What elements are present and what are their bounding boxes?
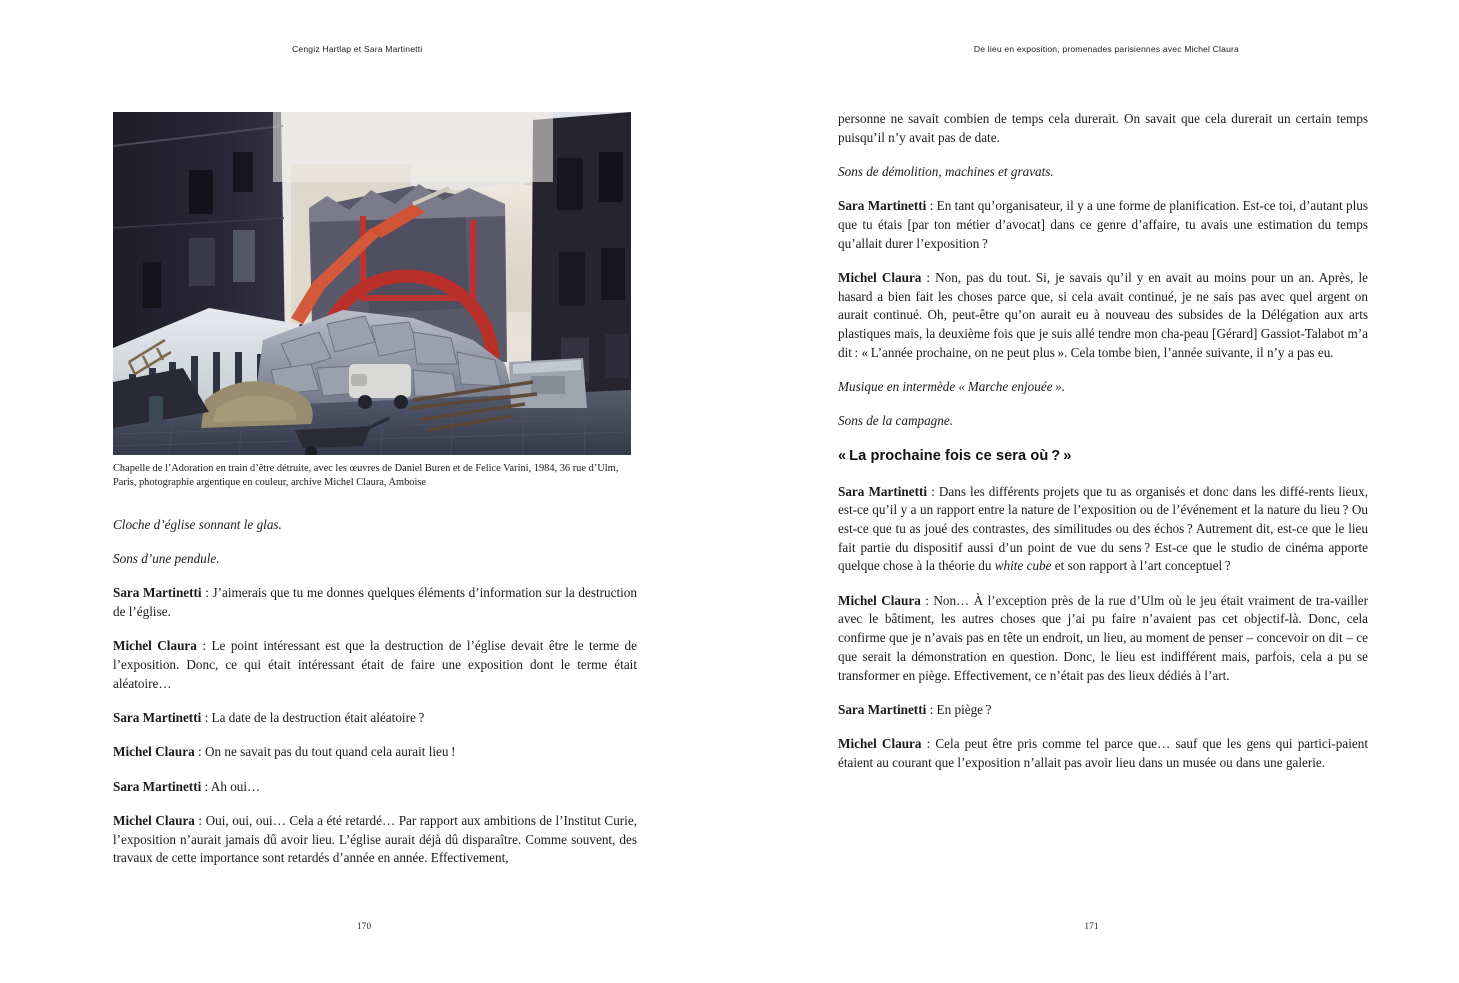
dialogue-paragraph [113, 812, 637, 868]
section-heading: « La prochaine fois ce sera où ? » [838, 447, 1072, 464]
emphasized-term: white cube [994, 558, 1052, 574]
dialogue-text: : Non… À l’exception près de la rue d’Ulm où le jeu était vraiment de tra-vailler avec le bâtiment, les autres choses que j’ai pu faire n’avaient pas cet objectif-là. Donc, cela confirme que je n’avais pas en tête un endroit, un lieu, au moment de penser – concevoir on dit – ce que serait la démonstration en question. Donc, le lieu est indifférent mais, parfois, cela a pu se transformer en piège. Effectivement, ce n’était pas des lieux dédiés à l’art. [838, 592, 1368, 683]
dialogue-text: : Oui, oui, oui… Cela a été retardé… Par rapport aux ambitions de l’Institut Curie, l’exposition n’aurait jamais dû avoir lieu. L’église aurait déjà dû disparaître. Comme souvent, des travaux de cette importance sont retardés d’année en année. Effectivement, [113, 812, 637, 866]
dialogue-paragraph [113, 778, 637, 797]
dialogue-paragraph [838, 269, 1368, 363]
dialogue-paragraph [113, 584, 637, 621]
dialogue-paragraph [838, 197, 1368, 253]
dialogue-text: : J’aimerais que tu me donnes quelques éléments d’information sur la destruction de l’église. [113, 585, 637, 620]
speaker-name: Michel Claura [838, 592, 921, 608]
figure-caption-block [113, 462, 637, 491]
demolition-photograph [113, 112, 631, 455]
page-number-right: 171 [1084, 921, 1099, 931]
dialogue-paragraph [838, 701, 1368, 720]
dialogue-text-after-emphasis: et son rapport à l’art conceptuel ? [1051, 558, 1231, 574]
dialogue-text: : En piège ? [926, 701, 992, 717]
continuation-paragraph: personne ne savait combien de temps cela durerait. On savait que cela durerait un certain temps puisqu’il n’y avait pas de date. [838, 111, 1368, 145]
running-head-right: De lieu en exposition, promenades parisiennes avec Michel Claura [973, 44, 1239, 54]
dialogue-text-before-emphasis: : Dans les différents projets que tu as organisés et donc dans les diffé-rents lieux, est-ce qu’il y a un rapport entre la nature de l’exposition ou de l’événement et la nature du lieu ? Ou est-ce que tu as joué des contrastes, des similitudes ou des échos ? Autrement dit, est-ce que le lieu fait partie du dispositif aussi d’un point de vue du sens ? Est-ce que le studio de cinéma apporte quelque chose à la théorie du [838, 483, 1368, 574]
speaker-name: Michel Claura [113, 812, 195, 828]
figure-caption: Chapelle de l’Adoration en train d’être détruite, avec les œuvres de Daniel Buren et de Felice Varini, 1984, 36 rue d’Ulm, Paris, photographie argentique en couleur, archive Michel Claura, Amboise [113, 463, 619, 489]
photograph-artwork [113, 112, 631, 455]
dialogue-text: : La date de la destruction était aléatoire ? [201, 710, 425, 726]
speaker-name: Michel Claura [113, 744, 195, 760]
dialogue-paragraph [838, 735, 1368, 772]
speaker-name: Sara Martinetti [113, 710, 202, 726]
left-page-text [113, 516, 637, 868]
dialogue-text: : Le point intéressant est que la destruction de l’église devait être le terme de l’exposition. Donc, ce qui était intéressant était de faire une exposition dont le terme était aléatoire… [113, 638, 637, 691]
speaker-name: Michel Claura [838, 269, 922, 285]
stage-direction: Sons de démolition, machines et gravats. [838, 163, 1054, 179]
dialogue-paragraph [113, 637, 637, 693]
speaker-name: Michel Claura [113, 638, 197, 654]
right-page-text [838, 110, 1368, 773]
speaker-name: Michel Claura [838, 736, 922, 752]
dialogue-text: : En tant qu’organisateur, il y a une forme de planification. Est-ce toi, d’autant plus que tu étais [par ton métier d’avocat] dans ce genre d’affaire, tu avais une estimation du temps qu’allait durer l’exposition ? [838, 198, 1368, 251]
speaker-name: Sara Martinetti [838, 198, 927, 214]
stage-direction: Sons d’une pendule. [113, 551, 220, 567]
dialogue-text: : Cela peut être pris comme tel parce que… sauf que les gens qui partici-paient étaient au courant que l’exposition n’allait pas avoir lieu dans un musée ou dans une galerie. [838, 736, 1368, 770]
speaker-name: Sara Martinetti [113, 778, 202, 794]
page-number-left: 170 [357, 921, 372, 931]
stage-direction: Musique en intermède « Marche enjouée ». [838, 379, 1066, 395]
dialogue-text: : On ne savait pas du tout quand cela aurait lieu ! [194, 744, 456, 760]
stage-direction: Cloche d’église sonnant le glas. [113, 517, 282, 532]
dialogue-paragraph [838, 483, 1368, 577]
speaker-name: Sara Martinetti [113, 585, 202, 601]
stage-direction: Sons de la campagne. [838, 413, 954, 429]
dialogue-text: : Ah oui… [201, 778, 261, 794]
speaker-name: Sara Martinetti [838, 701, 927, 717]
speaker-name: Sara Martinetti [838, 483, 928, 499]
running-head-left: Cengiz Hartlap et Sara Martinetti [292, 44, 423, 54]
right-page [730, 0, 1459, 983]
dialogue-paragraph [838, 592, 1368, 686]
dialogue-text: : Non, pas du tout. Si, je savais qu’il y en avait au moins pour un an. Après, le hasard a bien fait les choses parce que, si cela avait continué, je ne sais pas avec quel argent on aurait continué. Oh, peut-être qu’on aurait eu à nouveau des subsides de la Délégation aux arts plastiques mais, la deuxième fois que je suis allé tendre mon cha-peau [Gérard] Gassiot-Talabot m’a dit : « L’année prochaine, on ne peut plus ». Cela tombe bien, l’année suivante, il n’y a pas eu. [838, 269, 1368, 360]
dialogue-paragraph [113, 743, 637, 762]
dialogue-paragraph [113, 709, 637, 728]
